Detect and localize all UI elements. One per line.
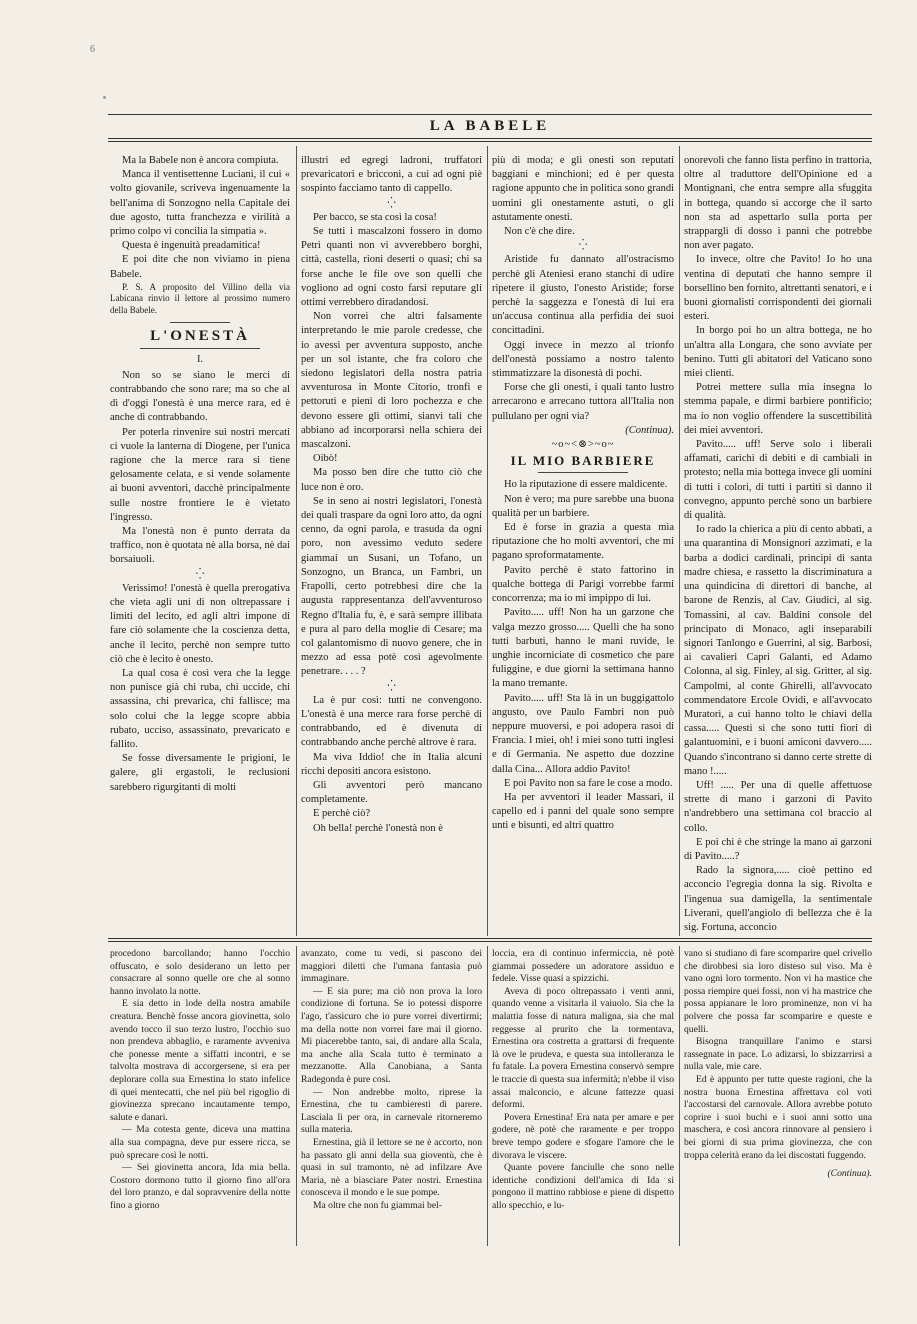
feuilleton-column-2 xyxy=(301,948,482,1248)
paragraph: Quante povere fanciulle che sono nelle identiche condizioni dell'amica di Ida si pongono il mattino rabbiose e piene di dispetto allo specchio, e lu- xyxy=(492,1162,674,1211)
paragraph: Manca il ventisettenne Luciani, il cui « volto giovanile, scriveva ingenuamente la bell'anima di Sonzogno nella Capitale dei due agosto, tutta franchezza e virilità a primo colpo vi concilia la simpatia ». xyxy=(110,169,290,238)
paragraph: La è pur così: tutti ne convengono. L'onestà è una merce rara forse perchè di contrabbando, ed è divenuta di contrabbando anche perchè altrove è rara. xyxy=(301,694,482,749)
feuilleton-column-1 xyxy=(110,948,290,1248)
paragraph: Pavito..... uff! Sta là in un buggigattolo angusto, ove Paulo Fambri non può neppure muoversi, e poi adopera rasoi di Francia. I miei, oh! i miei sono tutti inglesi e di Germania. Ne aspetto due dozzine dalla Cina... Allora addio Pavito! xyxy=(492,692,674,775)
corner-mark: 6 xyxy=(90,44,95,55)
paragraph: La qual cosa è così vera che la legge non punisce già chi ruba, chi uccide, chi assassina, chi prevarica, chi fallisce; ma solo colui che la legge scopre abbia rubato, ucciso, assassinato, prevaricato e fallito. xyxy=(110,668,290,751)
paragraph: procedono barcollando; hanno l'occhio offuscato, e solo desiderano un letto per consacrare al sonno quelle ore che al sonno hanno involato la notte. xyxy=(110,948,290,997)
paragraph: Per poterla rinvenire sui nostri mercati ci vuole la lanterna di Diogene, per l'unica ragione che la merce rara si tiene gelosamente celata, e si vende solamente ai buoni avventori, dacchè principalmente sulle nostre frontiere le è vietato l'ingresso. xyxy=(110,426,290,523)
paragraph: Ma la Babele non è ancora compiuta. xyxy=(122,155,279,166)
paragraph: Se tutti i mascalzoni fossero in domo Petri quanti non vi avverebbero borghi, città, castella, rioni deserti o quasi; chi sa forse anche le file ove son quelli che vogliono ad ogni costo farsi reputare gli ottimi verrebbero diradandosi. xyxy=(301,226,482,309)
paragraph: Questa è ingenuità preadamitica! xyxy=(122,240,261,252)
paragraph: Oggi invece in mezzo al trionfo dell'onestà possiamo a nostro talento stimmatizzare la disonestà di pochi. xyxy=(492,339,674,380)
column-separator xyxy=(487,946,488,1246)
column-separator xyxy=(296,946,297,1246)
masthead-rule-bottom-2 xyxy=(108,141,872,142)
paragraph: Ma l'onestà non è punto derrata da traffico, non è quotata nè alla borsa, nè dai borsaiuoli. xyxy=(110,525,290,566)
article-heading: L'ONESTÀ xyxy=(150,328,250,345)
ink-spot xyxy=(103,96,106,99)
paragraph: Gli avventori però mancano completamente. xyxy=(301,779,482,806)
column-separator xyxy=(487,146,488,936)
paragraph: Non so se siano le merci di contrabbando che sono rare; ma so che al dì d'oggi l'onestà è una merce rara, ed è anche di contrabbando. xyxy=(110,369,290,424)
continua-note: (Continua). xyxy=(827,1168,872,1180)
masthead-rule-bottom xyxy=(108,138,872,139)
separator-dots: ⁛ xyxy=(387,197,396,209)
paragraph: — Sei giovinetta ancora, Ida mia bella. Costoro dormono tutto il giorno fino all'ora del loro pranzo, e dal sopravvenire della notte fino a giorno xyxy=(110,1162,290,1211)
paragraph: Ed è appunto per tutte queste ragioni, che la nostra buona Ernestina affrettava col voti l'accostarsi del carnovale. Allora avrebbe potuto coprire i suoi buchi e i suoi anni sotto una maschera, e così ancora rinnovare al pensiero i bei giorni di sua prima giovinezza, che con troppa celerità erano da lei discostati fuggendo. xyxy=(684,1073,872,1161)
paragraph: Oh bella! perchè l'onestà non è xyxy=(313,822,443,834)
paragraph: Povera Ernestina! Era nata per amare e per godere, nè potè che raramente e per troppo breve tempo godere e sfogare l'amore che le divorava le viscere. xyxy=(492,1111,674,1161)
paragraph: Non è vero; ma pure sarebbe una buona qualità per un barbiere. xyxy=(492,493,674,519)
paragraph: Oibò! xyxy=(313,453,338,465)
column-1 xyxy=(110,154,290,934)
paragraph: Pavito..... uff! Serve solo i liberali affamati, carichi di debiti e di cambiali in protesto; nella mia bottega invece gli uomini di tutti i colori, di tutti i partiti si danno il convegno, appunto perchè sono un barbiere di qualità. xyxy=(684,439,872,522)
feuilleton-column-3 xyxy=(492,948,674,1248)
paragraph: Potrei mettere sulla mia insegna lo stemma papale, e dirmi barbiere pontificio; ma io non voglio offendere la suscettibilità dei miei avventori. xyxy=(684,382,872,436)
article-heading: IL MIO BARBIERE xyxy=(510,453,656,469)
divider xyxy=(140,348,260,349)
column-4 xyxy=(684,154,872,934)
postscript: P. S. A proposito del Villino della via Labicana rinvio il lettore al prossimo numero della Babele. xyxy=(110,281,290,315)
paragraph: Per bacco, se sta così la cosa! xyxy=(313,211,437,223)
separator-dots: ⁛ xyxy=(578,240,588,252)
section-number: I. xyxy=(196,353,204,365)
column-separator xyxy=(679,946,680,1246)
paragraph: Non vorrei che altri falsamente interpretando le mie parole credesse, che io avessi per avventura supposto, anche per un sol istante, che fra coloro che siedono legislatori della nostra patria avventurosa in Monte Citorio, tronfi e pettoruti e pieni di loro pochezza e che devono essere gli ottimi, sianvi tali che abbiano ad incorporarsi nella schiera dei mascalzoni. xyxy=(301,311,482,451)
paragraph: Ha per avventori il leader Massari, il capello ed i panni del quale sono sempre unti e bisunti, ed altri quattro xyxy=(492,791,674,832)
feuilleton-column-4 xyxy=(684,948,872,1248)
paragraph: E sia detto in lode della nostra amabile creatura. Benchè fosse ancora giovinetta, solo avendo tocco il suo terzo lustro, l'occhio suo non prendeva abbaglio, e raramente avveniva che ponesse mente a siffatti incontri, e se talvolta mostrava di accorgersene, si era per deplorare colla sua Ernestina lo stato infelice di quei mentecatti, che nel più bel rigoglio di giovinezza sprecano incautamente tempo, salute e danari. xyxy=(110,998,290,1123)
paragraph: vano si studiano di fare scomparire quel crivello che dirobbesi sia loro disteso sul viso. Ma è vano ogni loro tormento. Non vi ha mastice che possa riempire quei fossi, non vi ha mastrice che possa appianare le loro prominenze, non vi ha polvere che possa far scomparire e queste e quelli. xyxy=(684,948,872,1035)
paragraph: Se in seno ai nostri legislatori, l'onestà dei quali traspare da ogni loro atto, da ogni cenno, da ogni parola, e trasuda da ogni poro, non avessimo veduto sedere giammai un Susani, un Tofano, un Sonzogno, un Branca, un Fambri, un Frapolli, certo potrebbesi dire che la augusta rappresentanza dell'avventuroso Regno d'Italia fu, è, e sarà sempre illibata e pura al paro della moglie di Cesare; ma col galantomismo di nuovo genere, che in mezzo ad essa potè così agevolmente penetrare. . . . ? xyxy=(301,495,482,678)
masthead-rule-top xyxy=(108,114,872,115)
paragraph: Io invece, oltre che Pavito! Io ho una ventina di deputati che hanno sempre il borsellino ben fornito, altrettanti senatori, e i buoni giornalisti corrispondenti dei giornali esteri. xyxy=(684,254,872,323)
paragraph: Ma posso ben dire che tutto ciò che luce non è oro. xyxy=(301,467,482,493)
paragraph: — Non andrebbe molto, riprese la Ernestina, che tu cambieresti di parere. Lasciala lì per ora, in carnevale ritorneremo sulla materia. xyxy=(301,1086,482,1136)
paragraph: Aristide fu dannato all'ostracismo perchè gli Ateniesi erano stanchi di udire ripetere il giusto, l'onesto Aristide; forse perchè la saggezza e l'onestà di lui era un'accusa continua alla perfidia dei suoi concittadini. xyxy=(492,254,674,337)
paragraph: E poi Pavito non sa fare le cose a modo. xyxy=(504,777,673,789)
paragraph: Io rado la chierica a più di cento abbati, a una quarantina di Monsignori azzimati, e la barba a dodici cardinali, principi di santa madre chiesa, e rassetto la discriminatura a una quindicina di direttori di banche, al barone de Renzis, al Cav. Giudici, al sig. Tomassini, al cav. Baldini console del principato di Monaco, agli inseparabili signori Tanlongo e Guerrini, al sig. Barbosi, ai cavalieri Capri Galanti, ed Adamo Colonna, al sig. Finley, al sig. Gritter, al sig. Campolmi, al conte Ghirelli, all'avvocato commendatore Ercole Ovidi, e all'avvocato Muratori, a cui hanno tolto le chiavi della cassa..... Questi sì che sono tutti fiori di galantuomini, e i buoni amiconi davvero..... Quando s'incontrano si danno certe strette di mano !..... xyxy=(684,524,872,777)
paragraph: Forse che gli onesti, i quali tanto lustro arrecarono e arrecano tuttora all'Italia non pullulano per ogni via? xyxy=(492,382,674,422)
divider xyxy=(538,472,628,473)
column-3 xyxy=(492,154,674,934)
paragraph: Non c'è che dire. xyxy=(504,226,575,238)
paragraph: avanzato, come tu vedi, si pascono dei maggiori diletti che l'umana fantasia può immaginare. xyxy=(301,948,482,985)
paragraph: In borgo poi ho un altra bottega, ne ho un'altra alla Longara, che sono avviate per benino. Tutti gli abitatori del Vaticano sono miei clienti. xyxy=(684,325,872,380)
paragraph: Ma viva Iddio! che in Italia alcuni ricchi depositi ancora esistono. xyxy=(301,751,482,777)
paragraph: Ed è forse in grazia a questa mia riputazione che ho molti avventori, che mi pagano sproformatamente. xyxy=(492,522,674,562)
paragraph: — Ma cotesta gente, diceva una mattina alla sua compagna, deve pur essere ricca, se può sprecare così le notti. xyxy=(110,1124,290,1161)
paragraph: Se fosse diversamente le prigioni, le galere, gli ergastoli, le reclusioni sarebbero rigurgitanti di molti xyxy=(110,753,290,793)
masthead-title: LA BABELE xyxy=(429,118,551,134)
paragraph: Uff! ..... Per una di quelle affettuose strette di mano i garzoni di Pavito n'andrebbero una settimana col braccio al collo. xyxy=(684,779,872,834)
column-separator xyxy=(296,146,297,936)
column-separator xyxy=(679,146,680,936)
paragraph: Rado la signora,..... cioè pettino ed acconcio l'egregia donna la sig. Rivolta e l'ingenua sua damigella, la sentimentale Liverani, quell'angiolo di bellezza che è la sig. Fortuna, acconcio xyxy=(684,865,872,933)
paragraph: Pavito perchè è stato fattorino in qualche bottega di Parigi vorrebbe farmi concorrenza; ma io mi impippo di lui. xyxy=(492,564,674,605)
feuilleton-rule xyxy=(108,938,872,939)
paragraph: Bisogna tranquillare l'animo e starsi rassegnate in pace. Lo adizarsi, lo sbizzarrirsi a nulla vale, mie care. xyxy=(684,1036,872,1073)
paragraph: E poi dite che non viviamo in piena Babele. xyxy=(110,254,290,280)
paragraph: E poi chi è che stringe la mano ai garzoni di Pavito.....? xyxy=(684,836,872,862)
paragraph: più di moda; e gli onesti son reputati baggiani e minchioni; ed è per questa ragione appunto che in politica sono grandi uomini gli onestamente astuti, o gli astutamente onesti. xyxy=(492,155,674,223)
column-2 xyxy=(301,154,482,934)
paragraph: Aveva di poco oltrepassato i venti anni, quando venne a visitarla il vaiuolo. Sia che la malattia fosse di natura maligna, sia che mal reggesse al prurito che la tormentava, Ernestina ora costretta a grattarsi di frequente là ove le prudeva, e questa sua intolleranza le fu fatale. La povera Ernestina conservò sempre le traccie di questa sua infermità; n'ebbe il viso assai malconcio, e alcune fattezze quasi deformi. xyxy=(492,985,674,1111)
paragraph: onorevoli che fanno lista perfino in trattoria, oltre al traduttore dell'Opinione ed a Montignani, che entra sempre alla sfuggita in bottega, quando si accorge che il sarto non sta ad aspettarlo sulla porta per strappargli di dosso i panni che potrebbe non aver pagato. xyxy=(684,155,872,252)
paragraph: illustri ed egregi ladroni, truffatori prevaricatori e bricconi, a cui ad ogni piè sospinto facciamo tanto di cappello. xyxy=(301,155,482,195)
continua-note: (Continua). xyxy=(625,424,674,436)
separator-dots: ⁛ xyxy=(195,568,205,580)
separator-dots: ⁛ xyxy=(387,680,396,692)
paragraph: Ernestina, già il lettore se ne è accorto, non ha passato gli anni della sua gioventù, che è quasi in sul tramonto, nè ad infilzare Ave Maria, nè a biasciare Pater nostri. Ernestina conosceva il mondo e le sue pompe. xyxy=(301,1136,482,1199)
paragraph: E perchè ciò? xyxy=(313,808,371,820)
paragraph: Ma oltre che non fu giammai bel- xyxy=(313,1199,442,1211)
paragraph: loccia, era di continuo infermiccia, nè potè giammai possedere un adoratore assiduo e fedele. Visse quasi a spizzichi. xyxy=(492,948,674,985)
ornament-divider: ~o~<⊗>~o~ xyxy=(551,439,615,451)
feuilleton-rule-2 xyxy=(108,941,872,942)
paragraph: — E sia pure; ma ciò non prova la loro condizione di fortuna. Se io potessi disporre l'ago, t'assicuro che io pure vorrei divertirmi; ma della notte non vorrei fare mai il giorno. Mi piacerebbe tanto, sai, di andare alla Scala, ma anche alla Scala tutto è terminato a mezzanotte. Alla Canobiana, a Santa Radegonda è pure così. xyxy=(301,985,482,1085)
paragraph: Verissimo! l'onestà è quella prerogativa che vieta agli uni di non oltrepassare i limiti del lecito, ed agli altri impone di fare ciò solamente che la coscienza detta, anche il lecito, perchè non sempre tutto ciò che è lecito è onesto. xyxy=(110,582,290,665)
divider xyxy=(170,322,230,323)
paragraph: Ho la riputazione di essere maldicente. xyxy=(504,479,668,491)
paragraph: Pavito..... uff! Non ha un garzone che valga mezzo grosso..... Quelli che ha sono tutti barbuti, hanno le mani ruvide, le unghie incorniciate di cosmetico che pare fuliggine, e due giorni la settimana hanno la mano tremante. xyxy=(492,607,674,690)
